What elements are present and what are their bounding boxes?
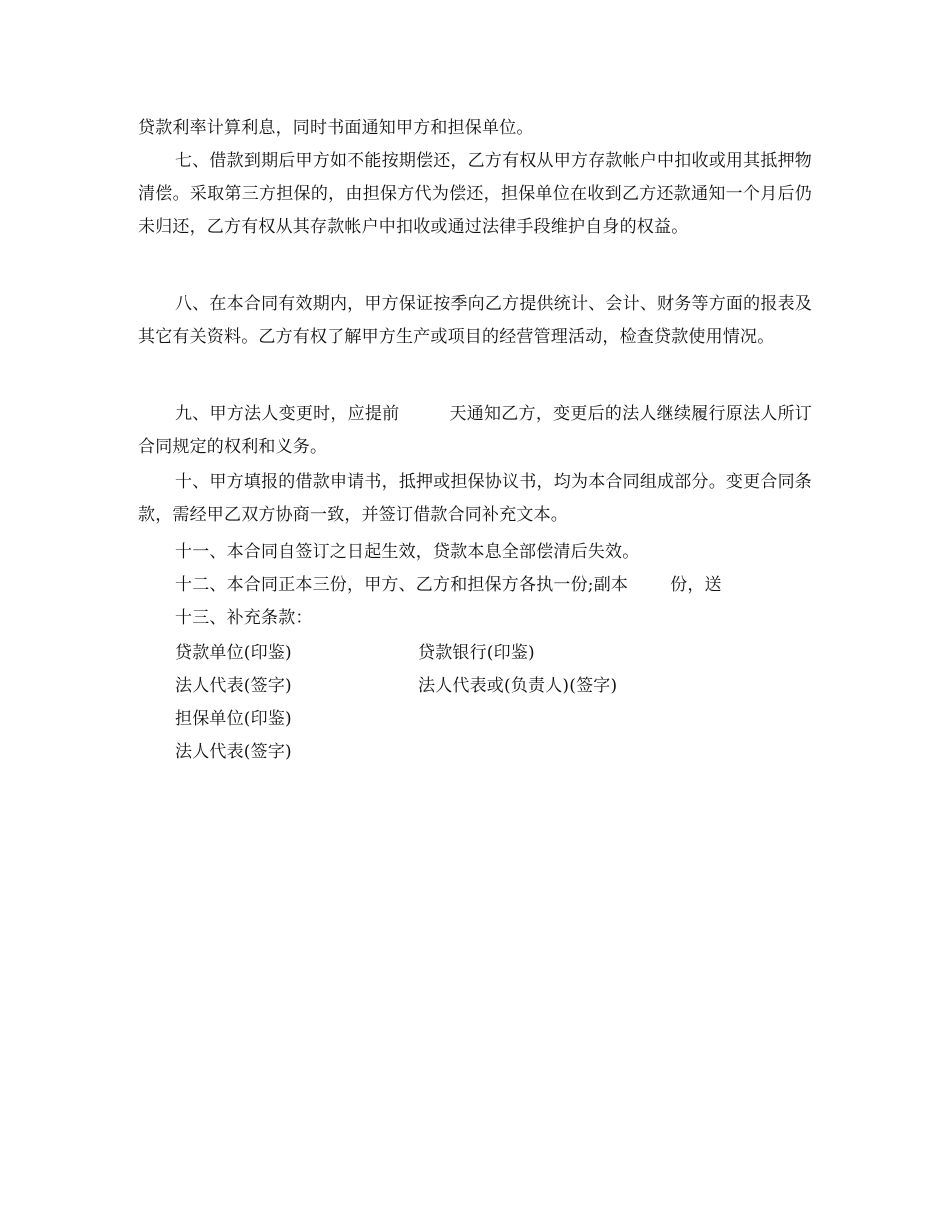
paragraph-clause-9 [138,398,812,464]
signature-lender-bank: 贷款银行(印鉴) [418,643,535,663]
signature-borrower-unit: 贷款单位(印鉴) [175,643,292,663]
clause-12-part-b: 份，送 [670,575,722,595]
paragraph-continuation: 贷款利率计算利息，同时书面通知甲方和担保单位。 [138,118,534,138]
signature-guarantor-rep: 法人代表(签字) [175,742,292,762]
clause-12-part-a: 十二、本合同正本三份，甲方、乙方和担保方各执一份;副本 [175,575,629,595]
clause-9-part-b: 天通知乙方，变更后的法人继续履行原法人所订合同规定的权利和义务。 [138,404,812,457]
paragraph-clause-13: 十三、补充条款： [175,608,313,628]
clause-9-part-a: 九、甲方法人变更时，应提前 [175,404,400,424]
paragraph-clause-10: 十、甲方填报的借款申请书，抵押或担保协议书，均为本合同组成部分。变更合同条款，需经甲乙双方协商一致，并签订借款合同补充文本。 [138,472,812,525]
paragraph-clause-7: 七、借款到期后甲方如不能按期偿还，乙方有权从甲方存款帐户中扣收或用其抵押物清偿。采取第三方担保的，由担保方代为偿还，担保单位在收到乙方还款通知一个月后仍未归还，乙方有权从其存款帐户中扣收或通过法律手段维护自身的权益。 [138,151,812,237]
signature-borrower-rep: 法人代表(签字) [175,676,292,696]
signature-lender-rep: 法人代表或(负责人)(签字) [418,676,618,696]
paragraph-clause-8: 八、在本合同有效期内，甲方保证按季向乙方提供统计、会计、财务等方面的报表及其它有关资料。乙方有权了解甲方生产或项目的经营管理活动，检查贷款使用情况。 [138,294,812,347]
paragraph-clause-12 [175,569,722,602]
paragraph-clause-11: 十一、本合同自签订之日起生效，贷款本息全部偿清后失效。 [175,542,640,562]
signature-guarantor-unit: 担保单位(印鉴) [175,709,292,729]
